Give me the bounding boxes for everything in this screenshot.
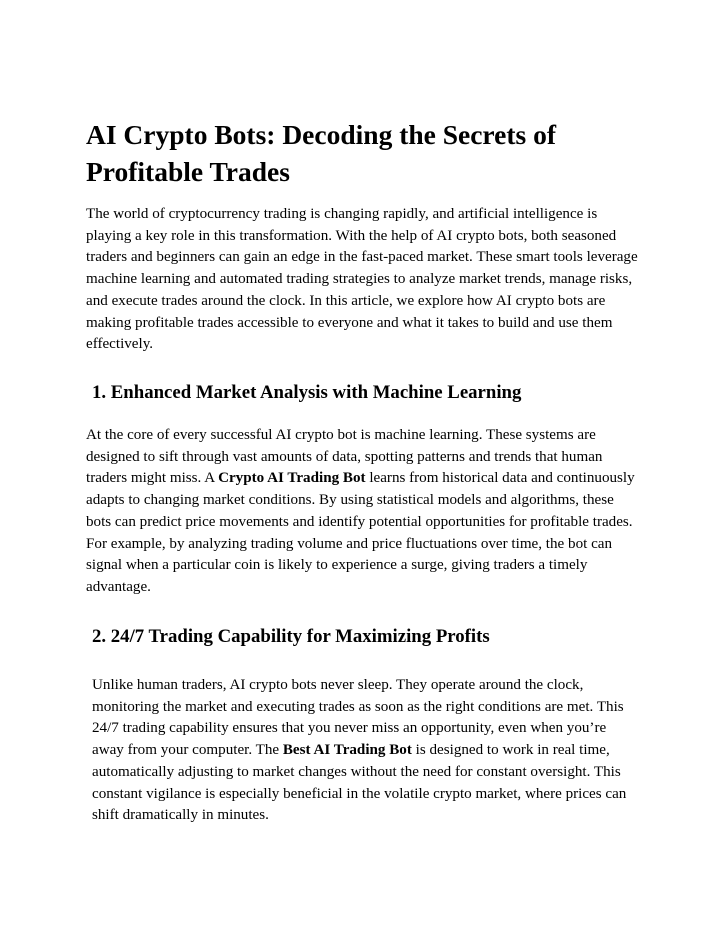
section-1-heading: 1. Enhanced Market Analysis with Machine Learning (92, 382, 522, 403)
document-title: AI Crypto Bots: Decoding the Secrets of Profitable Trades (86, 119, 556, 187)
section-1-text-after: learns from historical data and continuously adapts to changing market conditions. By using statistical models and algorithms, these bots can predict price movements and identify potential opportunities for profitable trades. For example, by analyzing trading volume and price fluctuations over time, the bot can signal when a particular coin is likely to experience a surge, giving traders a timely advantage. (86, 470, 635, 595)
best-ai-trading-bot-term: Best AI Trading Bot (282, 742, 412, 759)
section-1-text-before: At the core of every successful AI crypto bot is machine learning. These systems are designed to sift through vast amounts of data, spotting patterns and trends that human traders might miss. A (86, 427, 603, 487)
section-2-text-after: is designed to work in real time, automatically adjusting to market changes without the need for constant oversight. This constant vigilance is especially beneficial in the volatile crypto market, where prices can shift dramatically in minutes. (92, 742, 627, 824)
section-2-paragraph (92, 675, 637, 827)
intro-paragraph: The world of cryptocurrency trading is changing rapidly, and artificial intelligence is playing a key role in this transformation. With the help of AI crypto bots, both seasoned traders and beginners can gain an edge in the fast-paced market. These smart tools leverage machine learning and automated trading strategies to analyze market trends, manage risks, and execute trades around the clock. In this article, we explore how AI crypto bots are making profitable trades accessible to everyone and what it takes to build and use them effectively. (86, 206, 638, 353)
section-2-heading: 2. 24/7 Trading Capability for Maximizing Profits (92, 626, 490, 647)
crypto-ai-trading-bot-term: Crypto AI Trading Bot (218, 470, 366, 487)
section-2-text-before: Unlike human traders, AI crypto bots never sleep. They operate around the clock, monitoring the market and executing trades as soon as the right conditions are met. This 24/7 trading capability ensures that you never miss an opportunity, even when you’re away from your computer. The (92, 677, 624, 759)
section-1-paragraph (86, 425, 641, 599)
